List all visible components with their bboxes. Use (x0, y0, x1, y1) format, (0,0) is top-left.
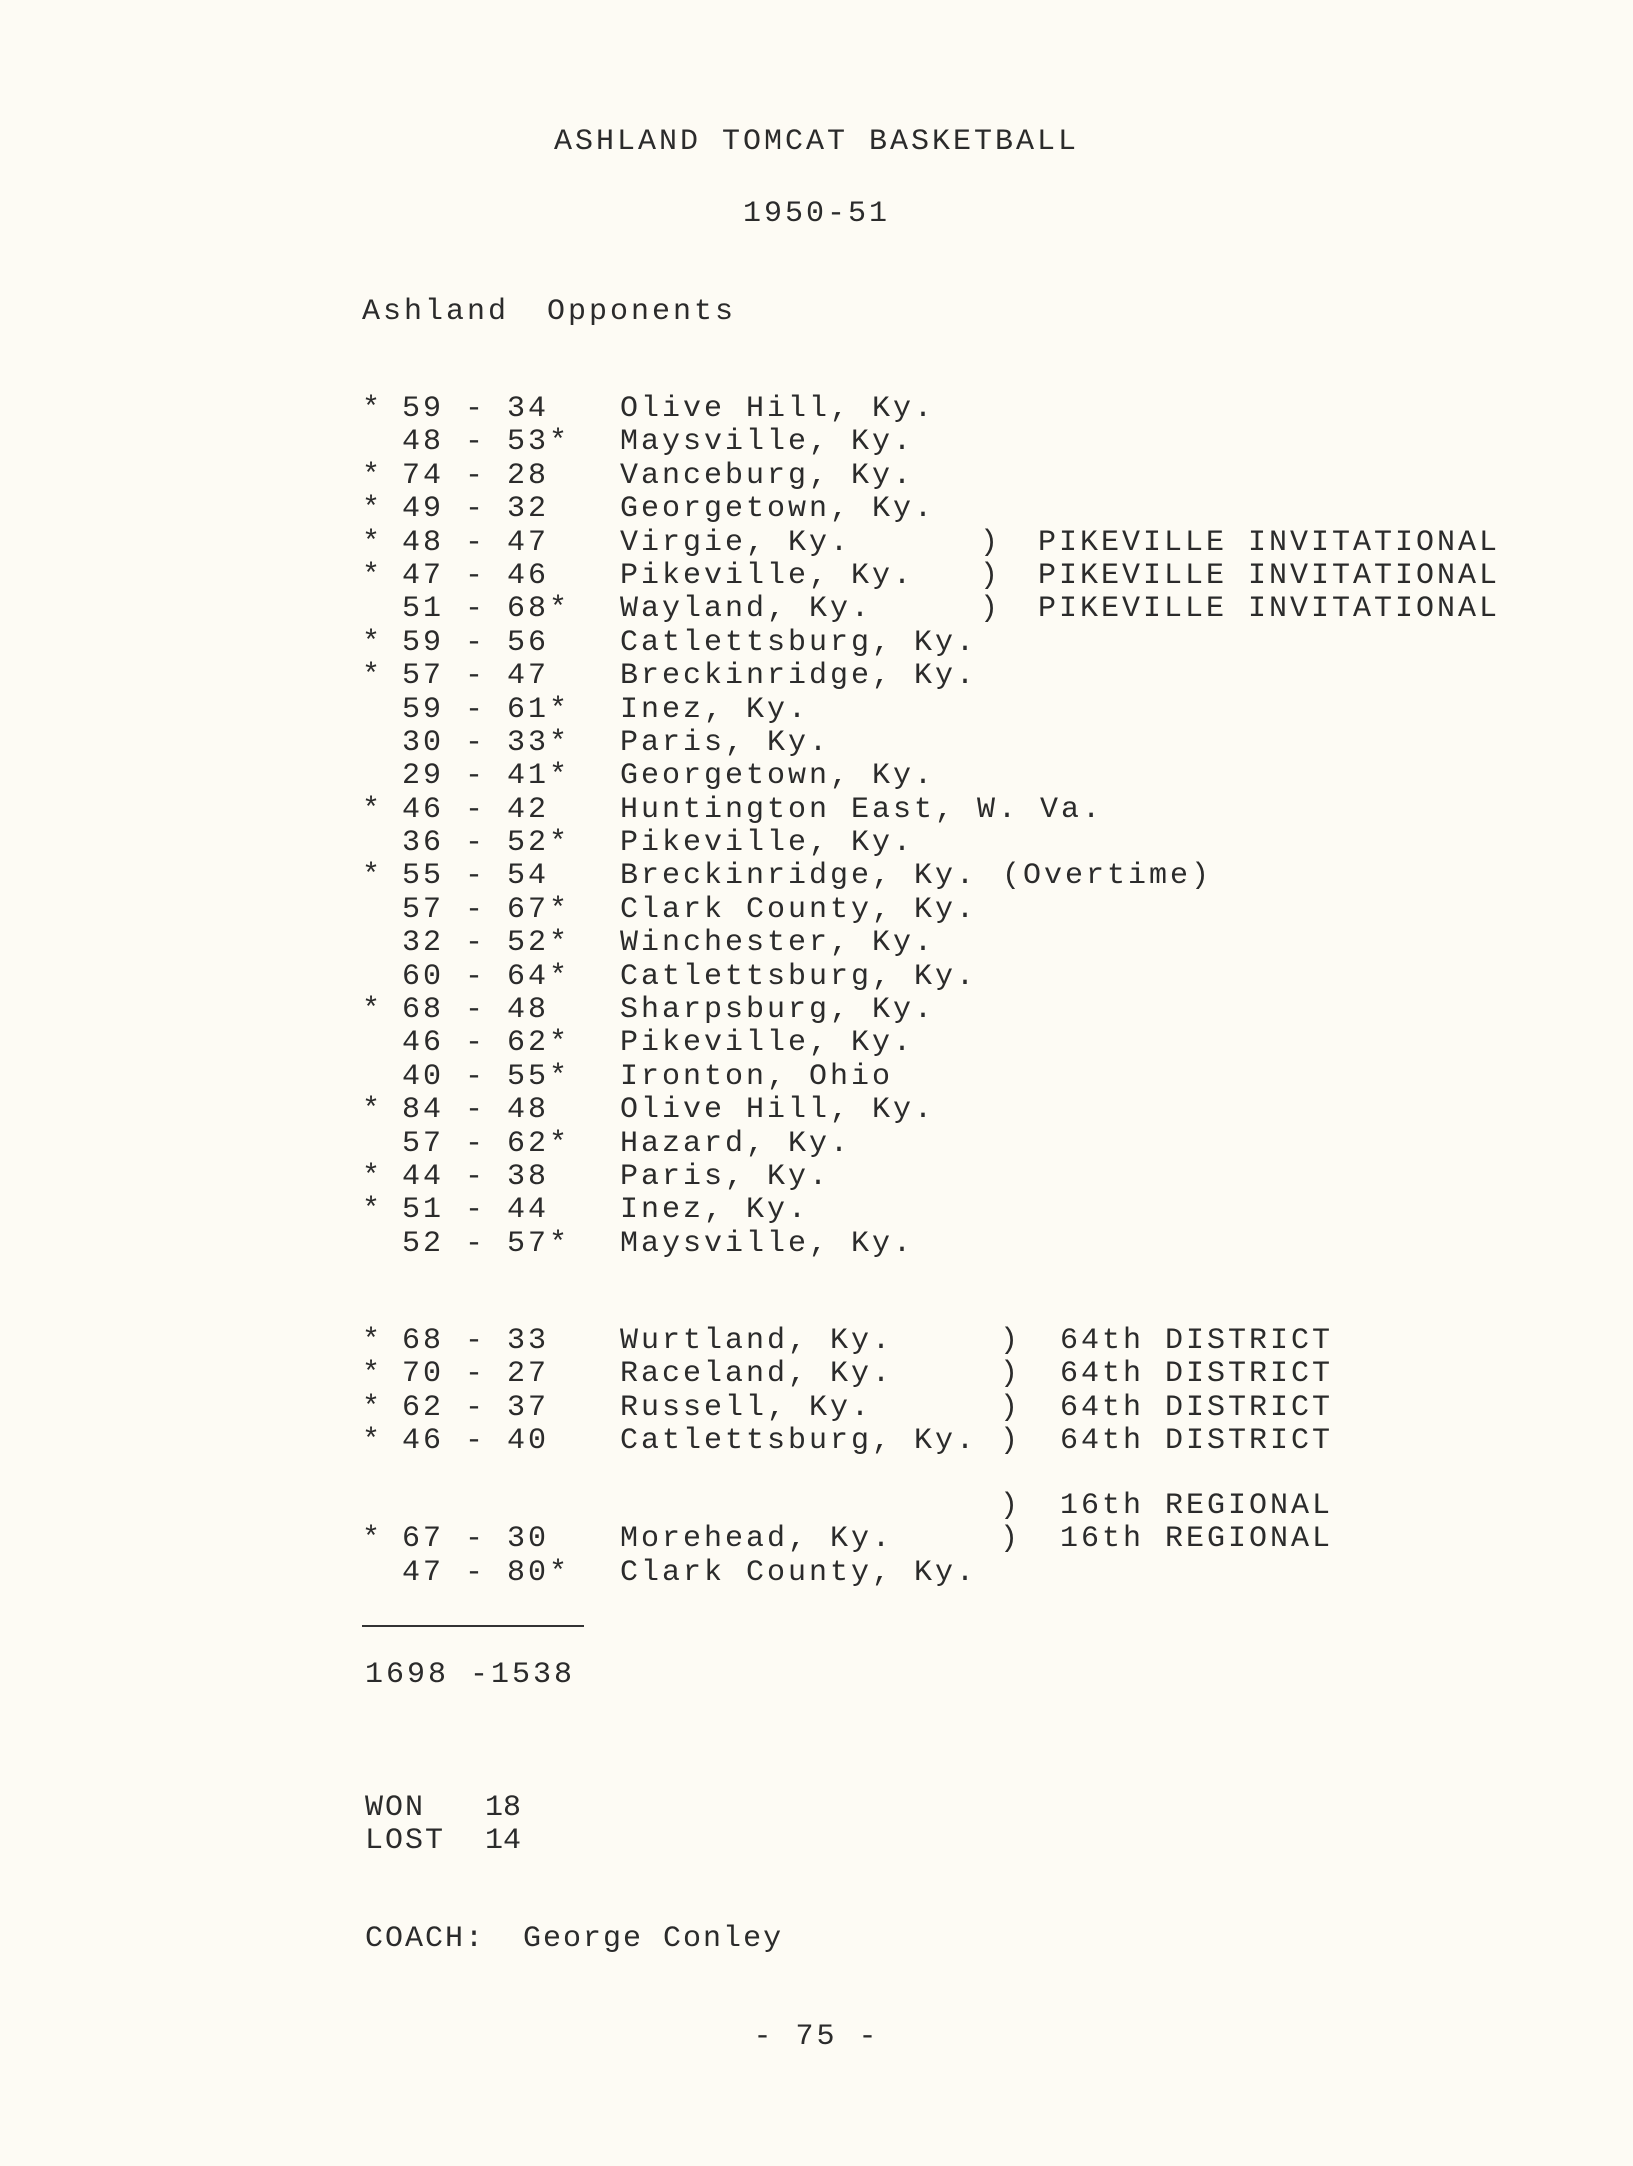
opponent-name: Pikeville, Ky. (620, 826, 915, 861)
totals-divider (362, 1625, 584, 1627)
opponent-name: Olive Hill, Ky. (620, 1093, 936, 1128)
tournament-bracket: ) (1000, 1522, 1022, 1557)
tournament-bracket: ) (1000, 1324, 1022, 1358)
opponent-name: Pikeville, Ky. (620, 558, 915, 593)
win-marker: * (362, 458, 384, 493)
tournament-note: 64th DISTRICT (1060, 1357, 1334, 1392)
tournament-bracket: ) (1000, 1390, 1022, 1425)
opponent-name: Catlettsburg, Ky. (620, 1424, 978, 1459)
season-heading: 1950-51 (742, 197, 891, 231)
game-score: 29 - 41* (402, 759, 571, 794)
game-score: 70 - 27 (402, 1357, 571, 1392)
opponent-name: Georgetown, Ky. (620, 492, 936, 527)
page-title: ASHLAND TOMCAT BASKETBALL (553, 125, 1080, 159)
opponent-name: Maysville, Ky. (620, 1226, 915, 1261)
game-score: 46 - 42 (402, 792, 571, 827)
game-score: 74 - 28 (402, 458, 571, 493)
season-totals: 1698 -1538 (365, 1658, 576, 1692)
game-score: 46 - 40 (402, 1424, 571, 1459)
lost-label: LOST (365, 1824, 446, 1858)
game-score: 51 - 44 (402, 1193, 571, 1228)
opponent-name: Georgetown, Ky. (620, 759, 936, 794)
game-score: 60 - 64* (402, 959, 571, 994)
opponent-name: Clark County, Ky. (620, 892, 978, 927)
game-score: 30 - 33* (402, 725, 571, 760)
tournament-note: 64th DISTRICT (1060, 1324, 1334, 1358)
tournament-bracket: ) (980, 592, 1002, 627)
opponent-name: Hazard, Ky. (620, 1126, 852, 1161)
game-score: 48 - 53* (402, 425, 571, 460)
win-marker: * (362, 859, 384, 894)
tournament-bracket: ) (980, 558, 1002, 593)
opponent-name: Catlettsburg, Ky. (620, 625, 978, 660)
opponent-name: Huntington East, W. Va. (620, 792, 1104, 827)
win-marker: * (362, 1424, 384, 1459)
opponent-name: Pikeville, Ky. (620, 1026, 915, 1061)
ashland-header: Ashland (362, 295, 510, 329)
win-marker: * (362, 1193, 384, 1228)
game-score: 48 - 47 (402, 525, 571, 560)
tournament-note: PIKEVILLE INVITATIONAL (1038, 525, 1501, 560)
win-loss-record (365, 1792, 521, 1858)
opponent-name: Wayland, Ky. (620, 592, 873, 627)
opponent-name: Raceland, Ky. (620, 1357, 894, 1392)
opponent-name: Winchester, Ky. (620, 926, 936, 961)
column-headers (362, 295, 736, 329)
opponent-name: Russell, Ky. (620, 1390, 873, 1425)
game-score: 62 - 37 (402, 1390, 571, 1425)
lost-count: 14 (485, 1824, 522, 1858)
opponent-name: Inez, Ky. (620, 1193, 810, 1228)
game-score: 51 - 68* (402, 592, 571, 627)
tournament-bracket: ) (1000, 1424, 1022, 1459)
game-score: 68 - 48 (402, 993, 571, 1028)
game-score: 40 - 55* (402, 1059, 571, 1094)
tournament-bracket: ) (1000, 1357, 1022, 1392)
opponent-name: Morehead, Ky. (620, 1522, 894, 1557)
game-score: 36 - 52* (402, 826, 571, 861)
opponents-header: Opponents (547, 295, 737, 329)
opponent-name: Virgie, Ky. (620, 525, 852, 560)
tournament-note: 16th REGIONAL (1060, 1522, 1334, 1557)
game-score: 84 - 48 (402, 1093, 571, 1128)
game-score: 57 - 67* (402, 892, 571, 927)
tournament-note: 64th DISTRICT (1060, 1390, 1334, 1425)
game-score: 59 - 56 (402, 625, 571, 660)
tournament-bracket: ) (1000, 1489, 1022, 1523)
win-marker: * (362, 659, 384, 694)
win-marker: * (362, 1390, 384, 1425)
win-marker: * (362, 1159, 384, 1194)
win-marker: * (362, 993, 384, 1028)
game-score: 67 - 30 (402, 1522, 571, 1557)
game-score: 59 - 34 (402, 392, 571, 426)
game-score: 52 - 57* (402, 1226, 571, 1261)
win-marker: * (362, 1093, 384, 1128)
win-marker: * (362, 1357, 384, 1392)
opponent-name: Inez, Ky. (620, 692, 810, 727)
win-marker: * (362, 625, 384, 660)
opponent-name: Maysville, Ky. (620, 425, 915, 460)
win-marker: * (362, 525, 384, 560)
opponent-name: Sharpsburg, Ky. (620, 993, 936, 1028)
game-extra-note: (Overtime) (1002, 859, 1213, 894)
opponent-name: Catlettsburg, Ky. (620, 959, 978, 994)
win-marker: * (362, 392, 384, 426)
tournament-note: PIKEVILLE INVITATIONAL (1038, 592, 1501, 627)
game-score: 49 - 32 (402, 492, 571, 527)
win-marker: * (362, 558, 384, 593)
game-score: 59 - 61* (402, 692, 571, 727)
opponent-name: Breckinridge, Ky. (620, 859, 978, 894)
coach-name: George Conley (523, 1922, 784, 1956)
page-number: - 75 - (753, 2020, 880, 2054)
game-score: 47 - 46 (402, 558, 571, 593)
game-score: 46 - 62* (402, 1026, 571, 1061)
coach-line (365, 1922, 783, 1956)
win-marker: * (362, 792, 384, 827)
opponent-name: Paris, Ky. (620, 725, 831, 760)
game-score: 47 - 80* (402, 1555, 571, 1590)
win-marker: * (362, 492, 384, 527)
game-score: 55 - 54 (402, 859, 571, 894)
game-score: 57 - 47 (402, 659, 571, 694)
game-score: 57 - 62* (402, 1126, 571, 1161)
tournament-note: 16th REGIONAL (1060, 1489, 1334, 1523)
tournament-note: PIKEVILLE INVITATIONAL (1038, 558, 1501, 593)
won-count: 18 (485, 1791, 522, 1825)
opponent-name: Wurtland, Ky. (620, 1324, 894, 1358)
opponent-name: Breckinridge, Ky. (620, 659, 978, 694)
game-score: 44 - 38 (402, 1159, 571, 1194)
tournament-bracket: ) (980, 525, 1002, 560)
opponent-name: Ironton, Ohio (620, 1059, 894, 1094)
win-marker: * (362, 1522, 384, 1557)
won-label: WON (365, 1791, 426, 1825)
opponent-name: Olive Hill, Ky. (620, 392, 936, 426)
win-marker: * (362, 1324, 384, 1358)
coach-label: COACH: (365, 1922, 486, 1956)
tournament-note: 64th DISTRICT (1060, 1424, 1334, 1459)
game-score: 32 - 52* (402, 926, 571, 961)
game-score: 68 - 33 (402, 1324, 571, 1358)
opponent-name: Paris, Ky. (620, 1159, 831, 1194)
opponent-name: Vanceburg, Ky. (620, 458, 915, 493)
opponent-name: Clark County, Ky. (620, 1555, 978, 1590)
